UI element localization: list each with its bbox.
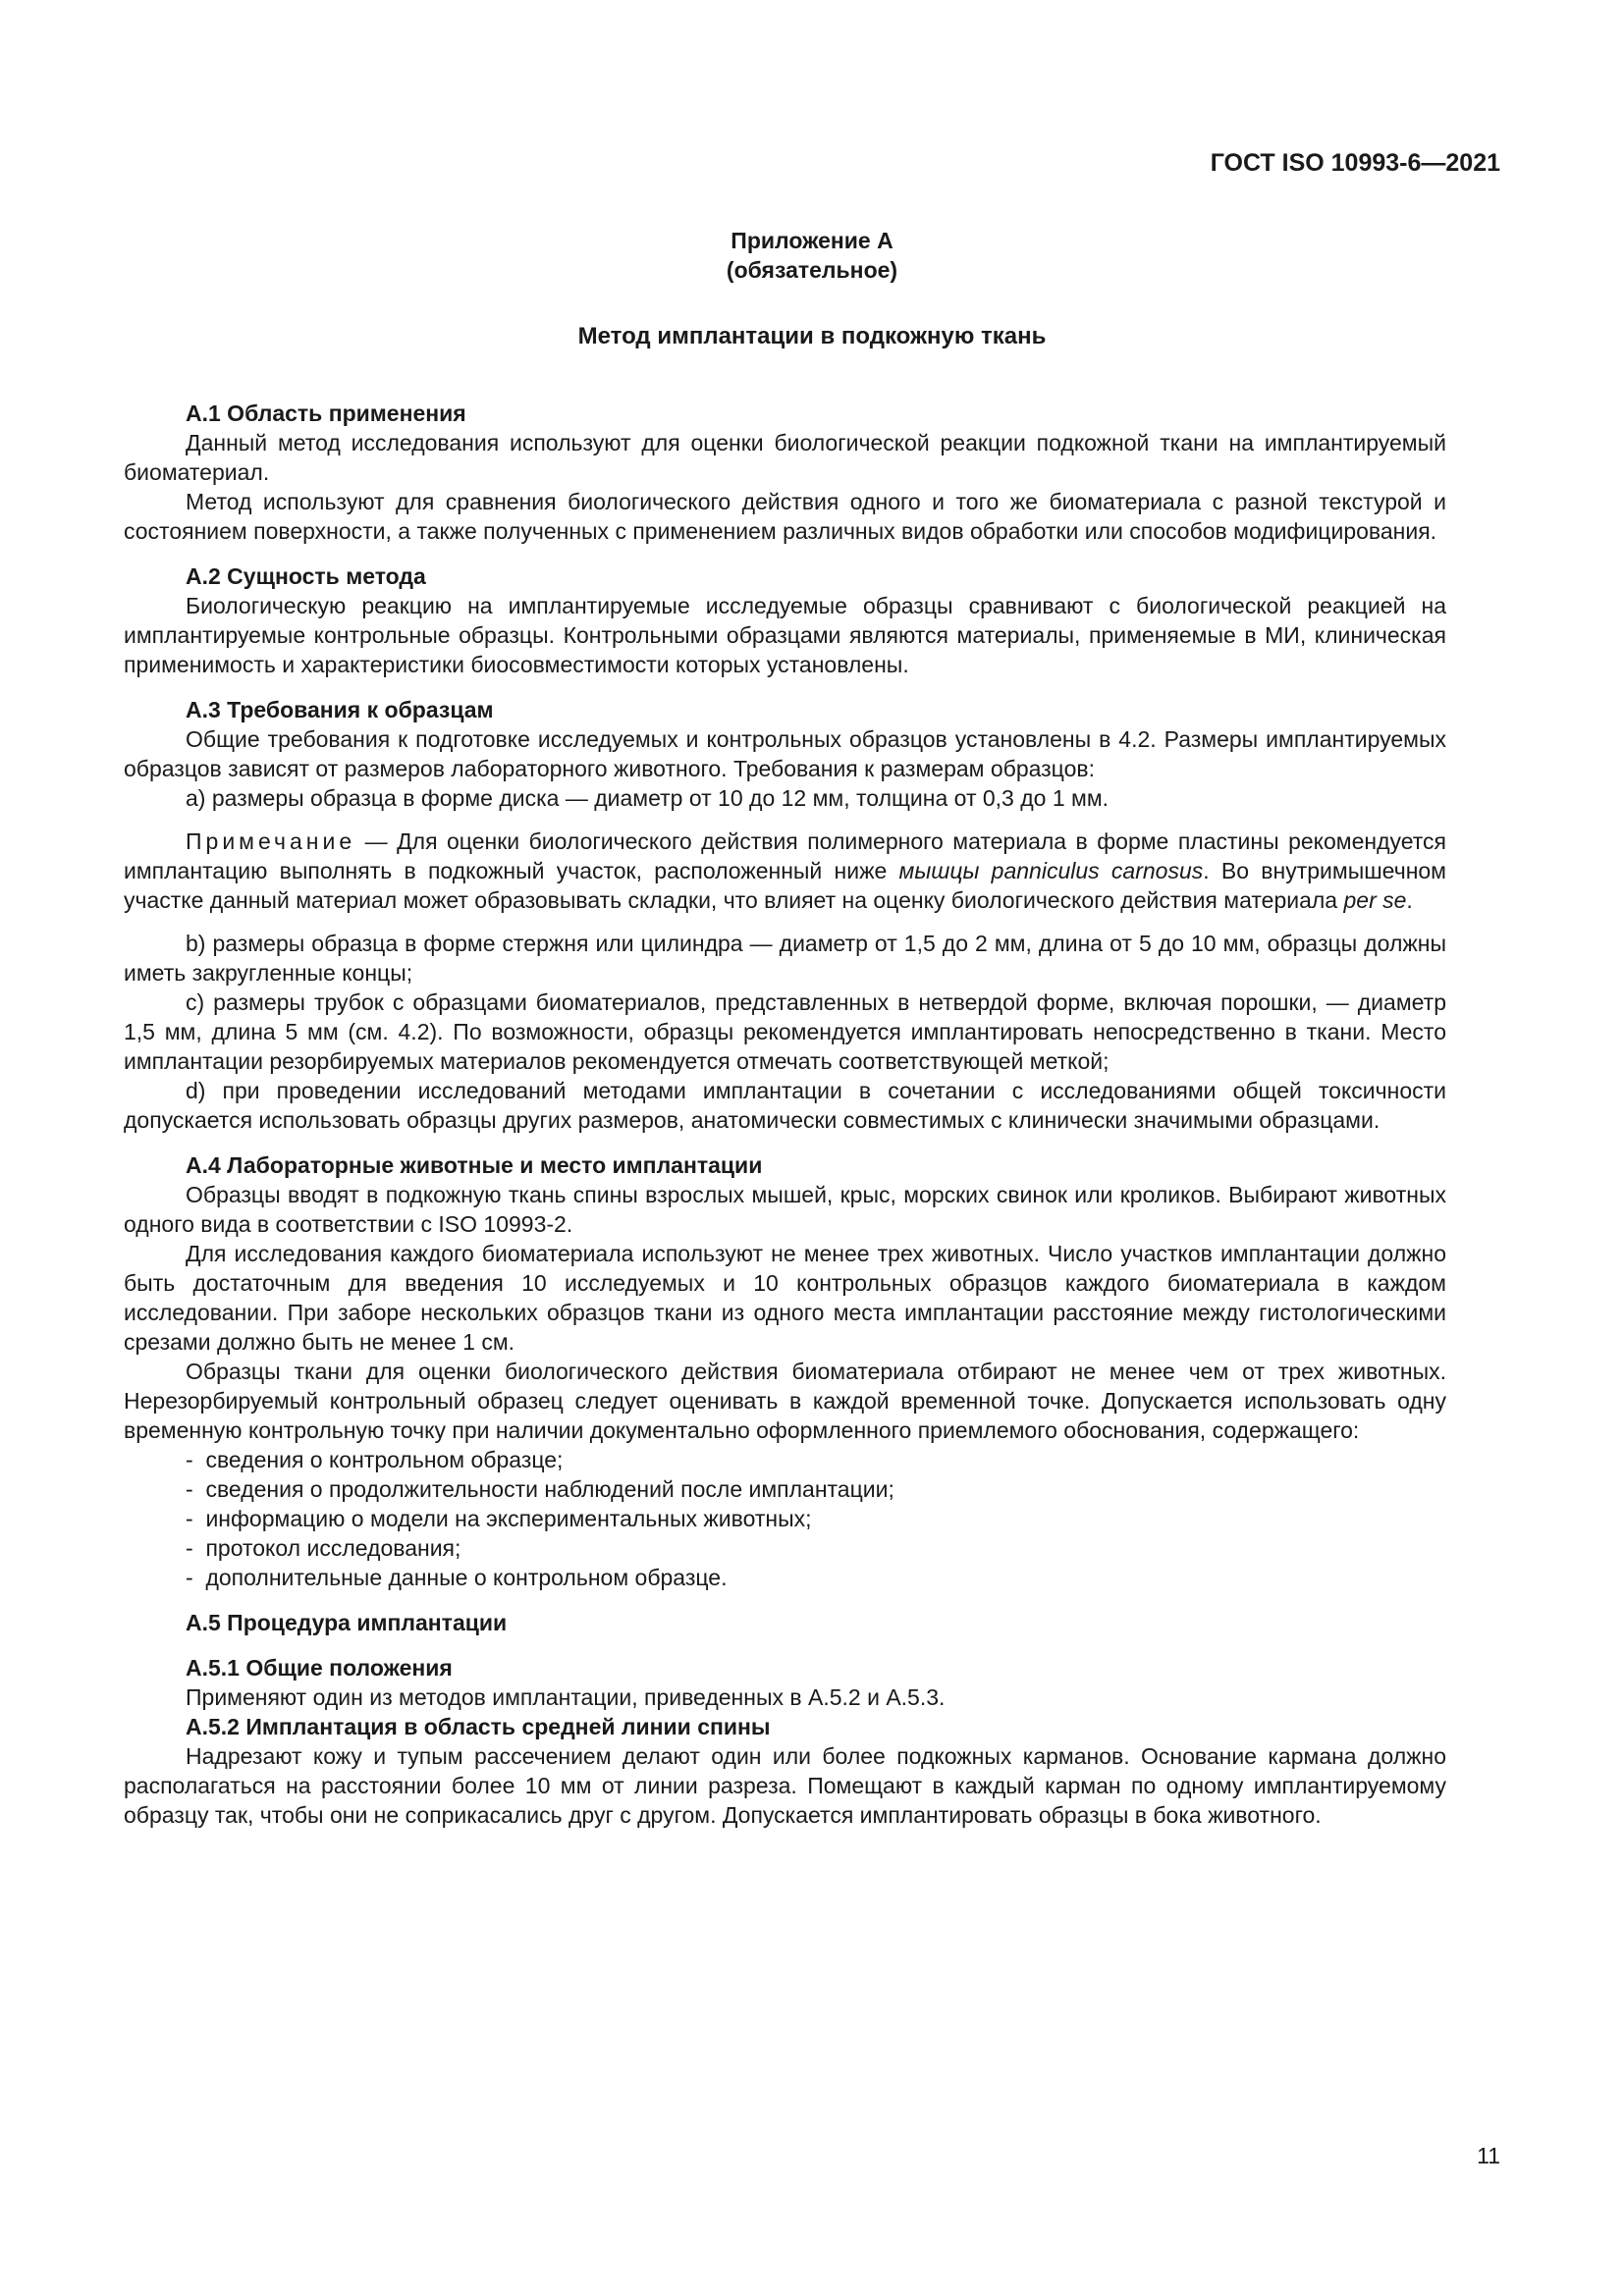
note-italic-term: per se	[1343, 887, 1407, 913]
paragraph: Применяют один из методов имплантации, приведенных в А.5.2 и А.5.3.	[186, 1684, 946, 1710]
section-a2-heading: А.2 Сущность метода	[186, 563, 426, 589]
list-item: - сведения о продолжительности наблюдений после имплантации;	[186, 1474, 1446, 1504]
annex-header	[0, 226, 1624, 285]
annex-title: Метод имплантации в подкожную ткань	[577, 323, 1047, 349]
note-italic-term: мышцы panniculus carnosus	[898, 858, 1204, 883]
list-item: - дополнительные данные о контрольном образце.	[186, 1563, 1446, 1592]
section-a1-heading: А.1 Область применения	[186, 400, 466, 426]
requirements-list	[124, 1445, 1446, 1592]
list-item: - информацию о модели на экспериментальных животных;	[186, 1504, 1446, 1533]
document-body	[124, 399, 1446, 1830]
note-paragraph	[124, 827, 1446, 915]
paragraph: Образцы вводят в подкожную ткань спины взрослых мышей, крыс, морских свинок или кроликов. Выбирают животных одного вида в соответствии с ISO 10993-2.	[124, 1182, 1446, 1237]
subsection-a52-heading: А.5.2 Имплантация в область средней линии спины	[186, 1714, 771, 1739]
page-number: 11	[1477, 2143, 1500, 2168]
note-text: .	[1406, 887, 1413, 913]
document-code: ГОСТ ISO 10993-6—2021	[1210, 149, 1500, 177]
subsection-a51-heading: А.5.1 Общие положения	[186, 1655, 453, 1681]
note-label: Примечание	[186, 828, 356, 854]
section-a3-heading: А.3 Требования к образцам	[186, 697, 494, 722]
paragraph: Общие требования к подготовке исследуемых и контрольных образцов установлены в 4.2. Размеры имплантируемых образцов зависят от размеров лабораторного животного. Требования к размерам образцов:	[124, 726, 1446, 781]
note-text: . Во внутримышечном участке данный материал может образовывать складки, что влияет на оценку биологического действия материала	[124, 858, 1446, 913]
paragraph: Для исследования каждого биоматериала используют не менее трех животных. Число участков имплантации должно быть достаточным для введения 10 исследуемых и 10 контрольных образцов каждого биоматериала в каждом исследовании. При заборе нескольких образцов ткани из одного места имплантации расстояние между гистологическими срезами должно быть не менее 1 см.	[124, 1241, 1446, 1355]
paragraph: Данный метод исследования используют для оценки биологической реакции подкожной ткани на имплантируемый биоматериал.	[124, 430, 1446, 485]
paragraph: Биологическую реакцию на имплантируемые исследуемые образцы сравнивают с биологической реакцией на имплантируемые контрольные образцы. Контрольными образцами являются материалы, применяемые в МИ, клиническая применимость и характеристики биосовместимости которых установлены.	[124, 593, 1446, 677]
section-a4-heading: А.4 Лабораторные животные и место имплантации	[186, 1152, 763, 1178]
list-item: - протокол исследования;	[186, 1533, 1446, 1563]
list-item: - сведения о контрольном образце;	[186, 1445, 1446, 1474]
paragraph: Метод используют для сравнения биологического действия одного и того же биоматериала с разной текстурой и состоянием поверхности, а также полученных с применением различных видов обработки или способов модифицирования.	[124, 489, 1446, 544]
list-item-c: c) размеры трубок с образцами биоматериалов, представленных в нетвердой форме, включая порошки, — диаметр 1,5 мм, длина 5 мм (см. 4.2). По возможности, образцы рекомендуется имплантировать непосредственно в ткани. Место имплантации резорбируемых материалов рекомендуется отмечать соответствующей меткой;	[124, 989, 1446, 1074]
list-item-d: d) при проведении исследований методами имплантации в сочетании с исследованиями общей токсичности допускается использовать образцы других размеров, анатомически совместимых с клинически значимыми образцами.	[124, 1078, 1446, 1133]
list-item-a: a) размеры образца в форме диска — диаметр от 10 до 12 мм, толщина от 0,3 до 1 мм.	[186, 785, 1110, 811]
section-a5-heading: А.5 Процедура имплантации	[186, 1610, 508, 1635]
list-item-b: b) размеры образца в форме стержня или цилиндра — диаметр от 1,5 до 2 мм, длина от 5 до 10 мм, образцы должны иметь закругленные концы;	[124, 931, 1446, 986]
paragraph: Образцы ткани для оценки биологического действия биоматериала отбирают не менее чем от трех животных. Нерезорбируемый контрольный образец следует оценивать в каждой временной точке. Допускается использовать одну временную контрольную точку при наличии документально оформленного приемлемого обоснования, содержащего:	[124, 1359, 1446, 1443]
paragraph: Надрезают кожу и тупым рассечением делают один или более подкожных карманов. Основание кармана должно располагаться на расстоянии более 10 мм от линии разреза. Помещают в каждый карман по одному имплантируемому образцу так, чтобы они не соприкасались друг с другом. Допускается имплантировать образцы в бока животного.	[124, 1743, 1446, 1828]
annex-status: (обязательное)	[726, 257, 898, 283]
annex-label: Приложение А	[731, 228, 893, 253]
note-text: — Для оценки биологического действия полимерного материала в форме пластины рекомендуется имплантацию выполнять в подкожный участок, расположенный ниже	[124, 828, 1446, 883]
